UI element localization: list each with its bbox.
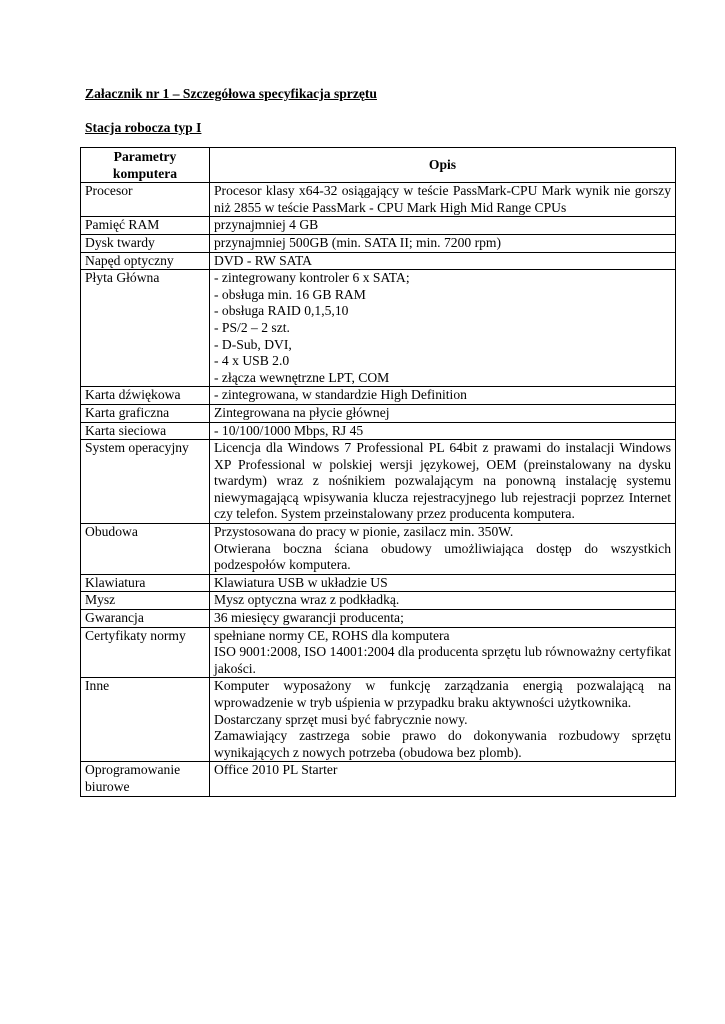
param-cell: Dysk twardy [81, 234, 210, 252]
description-cell [210, 234, 676, 252]
table-row [81, 592, 676, 610]
description-line: Zintegrowana na płycie głównej [214, 404, 390, 420]
param-cell: Karta sieciowa [81, 422, 210, 440]
description-cell [210, 422, 676, 440]
description-line: 36 miesięcy gwarancji producenta; [214, 610, 404, 626]
table-row [81, 610, 676, 628]
param-cell: Karta dźwiękowa [81, 387, 210, 405]
table-row [81, 440, 676, 524]
description-line: - 10/100/1000 Mbps, RJ 45 [214, 422, 364, 438]
document-subtitle: Stacja robocza typ I [85, 120, 202, 135]
description-line: - złącza wewnętrzne LPT, COM [214, 369, 390, 385]
param-cell: Obudowa [81, 524, 210, 575]
description-line: spełniane normy CE, ROHS dla komputera [214, 627, 450, 643]
param-cell: Pamięć RAM [81, 217, 210, 235]
description-line: - obsługa RAID 0,1,5,10 [214, 303, 349, 319]
description-line: - PS/2 – 2 szt. [214, 319, 290, 335]
description-cell [210, 252, 676, 270]
table-row [81, 234, 676, 252]
description-line: przynajmniej 500GB (min. SATA II; min. 7200 rpm) [214, 234, 501, 250]
table-row [81, 270, 676, 387]
description-cell [210, 610, 676, 628]
param-cell: Klawiatura [81, 574, 210, 592]
description-cell [210, 270, 676, 387]
document-title: Załacznik nr 1 – Szczegółowa specyfikacja sprzętu [85, 86, 377, 101]
table-row [81, 252, 676, 270]
description-cell [210, 404, 676, 422]
param-cell: Karta graficzna [81, 404, 210, 422]
description-line: ISO 9001:2008, ISO 14001:2004 dla producenta sprzętu lub równoważny certyfikat jakości. [214, 644, 671, 676]
description-line: Klawiatura USB w układzie US [214, 574, 388, 590]
header-desc: Opis [210, 148, 676, 183]
param-cell: System operacyjny [81, 440, 210, 524]
description-cell [210, 217, 676, 235]
param-cell: Inne [81, 678, 210, 762]
description-line: - D-Sub, DVI, [214, 336, 292, 352]
param-cell: Oprogramowanie biurowe [81, 762, 210, 796]
description-line: - zintegrowany kontroler 6 x SATA; [214, 270, 410, 286]
param-cell: Płyta Główna [81, 270, 210, 387]
description-line: - obsługa min. 16 GB RAM [214, 286, 366, 302]
param-cell: Gwarancja [81, 610, 210, 628]
description-line: Dostarczany sprzęt musi być fabrycznie nowy. [214, 711, 468, 727]
description-cell [210, 762, 676, 796]
table-body [81, 183, 676, 796]
description-line: Otwierana boczna ściana obudowy umożliwiająca dostęp do wszystkich podzespołów komputera. [214, 540, 671, 573]
description-line: Przystosowana do pracy w pionie, zasilacz min. 350W. [214, 524, 514, 540]
table-row [81, 627, 676, 678]
table-header-row [81, 148, 676, 183]
param-cell: Napęd optyczny [81, 252, 210, 270]
table-row [81, 574, 676, 592]
description-line: - 4 x USB 2.0 [214, 353, 290, 369]
specification-table [80, 147, 676, 797]
description-line: - zintegrowana, w standardzie High Definition [214, 387, 467, 403]
table-row [81, 762, 676, 796]
description-line: Zamawiający zastrzega sobie prawo do dokonywania rozbudowy sprzętu wynikających z nowych potrzeba (obudowa bez plomb). [214, 728, 671, 760]
description-cell [210, 678, 676, 762]
description-cell [210, 387, 676, 405]
description-cell [210, 440, 676, 524]
description-cell [210, 592, 676, 610]
description-line: Komputer wyposażony w funkcję zarządzania energią pozwalającą na wprowadzenie w tryb uśpienia w przypadku braku aktywności użytkownika. [214, 678, 671, 710]
description-line: Mysz optyczna wraz z podkładką. [214, 592, 400, 608]
description-line: Office 2010 PL Starter [214, 762, 338, 778]
table-row [81, 217, 676, 235]
table-row [81, 183, 676, 217]
param-cell: Certyfikaty normy [81, 627, 210, 678]
description-cell [210, 627, 676, 678]
description-cell [210, 524, 676, 575]
param-cell: Procesor [81, 183, 210, 217]
table-row [81, 678, 676, 762]
table-row [81, 524, 676, 575]
param-cell: Mysz [81, 592, 210, 610]
description-line: przynajmniej 4 GB [214, 217, 319, 233]
description-cell [210, 574, 676, 592]
description-line: DVD - RW SATA [214, 252, 312, 268]
table-row [81, 404, 676, 422]
table-row [81, 422, 676, 440]
description-line: Procesor klasy x64-32 osiągający w teście PassMark-CPU Mark wynik nie gorszy niż 2855 w teście PassMark - CPU Mark High Mid Range CPUs [214, 183, 671, 215]
header-param: Parametry komputera [81, 148, 210, 183]
table-row [81, 387, 676, 405]
description-line: Licencja dla Windows 7 Professional PL 64bit z prawami do instalacji Windows XP Professional w polskiej wersji językowej, OEM (preinstalowany na dysku twardym) wraz z nośnikiem pozwalającym na ponowną instalację systemu niewymagającą wpisywania klucza rejestracyjnego lub rejestracji poprzez Internet czy telefon. System przeinstalowany przez producenta komputera. [214, 440, 671, 522]
description-cell [210, 183, 676, 217]
